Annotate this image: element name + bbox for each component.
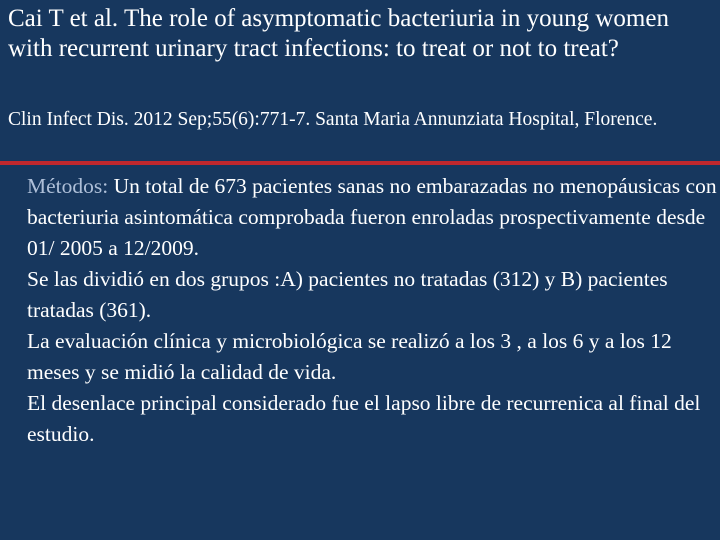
body-content [27,171,717,450]
citation-text: Clin Infect Dis. 2012 Sep;55(6):771-7. Santa Maria Annunziata Hospital, Florence. [8,109,658,130]
slide-title: Cai T et al. The role of asymptomatic bacteriuria in young women with recurrent urinary tract infections: to treat or not to treat? [8,5,669,62]
methods-label: Métodos: [27,174,109,198]
methods-text: Un total de 673 pacientes sanas no embarazadas no menopáusicas con bacteriuria asintomática comprobada fueron enroladas prospectivamente desde 01/ 2005 a 12/2009. [27,174,717,260]
methods-paragraph [27,171,717,264]
title-divider [0,161,720,165]
outcome-paragraph: El desenlace principal considerado fue el lapso libre de recurrenica al final del estudio. [27,391,701,446]
evaluation-paragraph: La evaluación clínica y microbiológica se realizó a los 3 , a los 6 y a los 12 meses y se midió la calidad de vida. [27,329,672,384]
groups-paragraph: Se las dividió en dos grupos :A) pacientes no tratadas (312) y B) pacientes tratadas (361). [27,267,668,322]
